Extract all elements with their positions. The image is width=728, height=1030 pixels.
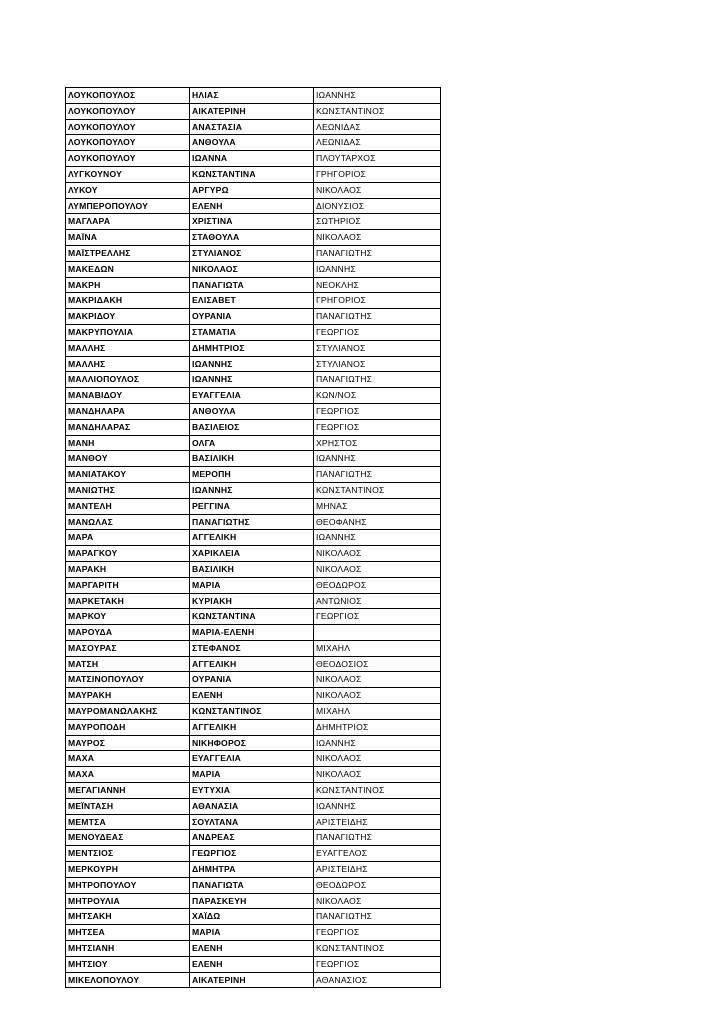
table-row [66, 198, 441, 214]
father-name-cell: ΝΙΚΟΛΑΟΣ [314, 561, 441, 577]
first-name-cell: ΑΓΓΕΛΙΚΗ [190, 719, 314, 735]
surname-cell: ΜΑΚΡΥΠΟΥΛΙΑ [66, 324, 190, 340]
surname-cell: ΛΟΥΚΟΠΟΥΛΟΥ [66, 135, 190, 151]
first-name-cell: ΓΕΩΡΓΙΟΣ [190, 846, 314, 862]
table-row [66, 830, 441, 846]
first-name-cell: ΚΩΝΣΤΑΝΤΙΝΑ [190, 166, 314, 182]
father-name-cell: ΧΡΗΣΤΟΣ [314, 435, 441, 451]
surname-cell: ΜΕΝΤΣΙΟΣ [66, 846, 190, 862]
first-name-cell: ΧΑΡΙΚΛΕΙΑ [190, 546, 314, 562]
first-name-cell: ΒΑΣΙΛΕΙΟΣ [190, 419, 314, 435]
surname-cell: ΜΑΪΝΑ [66, 230, 190, 246]
surname-cell: ΜΙΚΕΛΟΠΟΥΛΟΥ [66, 972, 190, 988]
father-name-cell: ΜΙΧΑΗΛ [314, 704, 441, 720]
names-table [65, 87, 441, 988]
father-name-cell: ΓΡΗΓΟΡΙΟΣ [314, 166, 441, 182]
surname-cell: ΜΕΓΑΓΙΑΝΝΗ [66, 783, 190, 799]
surname-cell: ΜΑΤΣΙΝΟΠΟΥΛΟΥ [66, 672, 190, 688]
table-row [66, 245, 441, 261]
first-name-cell: ΜΑΡΙΑ [190, 925, 314, 941]
surname-cell: ΜΑΚΡΙΔΑΚΗ [66, 293, 190, 309]
surname-cell: ΜΑΝΔΗΛΑΡΑ [66, 403, 190, 419]
first-name-cell: ΕΛΕΝΗ [190, 198, 314, 214]
surname-cell: ΜΑΓΛΑΡΑ [66, 214, 190, 230]
surname-cell: ΜΗΤΡΟΠΟΥΛΟΥ [66, 877, 190, 893]
surname-cell: ΜΑΛΛΙΟΠΟΥΛΟΣ [66, 372, 190, 388]
surname-cell: ΜΑΥΡΟΜΑΝΩΛΑΚΗΣ [66, 704, 190, 720]
table-row [66, 88, 441, 104]
table-row [66, 119, 441, 135]
father-name-cell: ΠΑΝΑΓΙΩΤΗΣ [314, 830, 441, 846]
surname-cell: ΛΥΚΟΥ [66, 182, 190, 198]
father-name-cell: ΓΕΩΡΓΙΟΣ [314, 609, 441, 625]
first-name-cell: ΙΩΑΝΝΗΣ [190, 356, 314, 372]
table-row [66, 735, 441, 751]
father-name-cell: ΑΡΙΣΤΕΙΔΗΣ [314, 862, 441, 878]
table-row [66, 451, 441, 467]
father-name-cell: ΘΕΟΔΩΡΟΣ [314, 877, 441, 893]
table-row [66, 103, 441, 119]
father-name-cell: ΚΩΝΣΤΑΝΤΙΝΟΣ [314, 482, 441, 498]
father-name-cell: ΚΩΝΣΤΑΝΤΙΝΟΣ [314, 941, 441, 957]
first-name-cell: ΧΡΙΣΤΙΝΑ [190, 214, 314, 230]
father-name-cell: ΚΩΝΣΤΑΝΤΙΝΟΣ [314, 783, 441, 799]
table-row [66, 135, 441, 151]
table-row [66, 751, 441, 767]
surname-cell: ΜΑΡΚΕΤΑΚΗ [66, 593, 190, 609]
surname-cell: ΜΑΡΟΥΔΑ [66, 625, 190, 641]
father-name-cell: ΠΑΝΑΓΙΩΤΗΣ [314, 309, 441, 325]
table-row [66, 941, 441, 957]
father-name-cell: ΣΤΥΛΙΑΝΟΣ [314, 356, 441, 372]
father-name-cell: ΝΙΚΟΛΑΟΣ [314, 751, 441, 767]
first-name-cell: ΕΛΕΝΗ [190, 941, 314, 957]
surname-cell: ΜΑΡΓΑΡΙΤΗ [66, 577, 190, 593]
table-row [66, 324, 441, 340]
table-row [66, 877, 441, 893]
first-name-cell: ΡΕΓΓΙΝΑ [190, 498, 314, 514]
surname-cell: ΜΑΡΑ [66, 530, 190, 546]
first-name-cell: ΑΙΚΑΤΕΡΙΝΗ [190, 103, 314, 119]
father-name-cell: ΓΕΩΡΓΙΟΣ [314, 419, 441, 435]
first-name-cell: ΠΑΝΑΓΙΩΤΗΣ [190, 514, 314, 530]
table-row [66, 783, 441, 799]
surname-cell: ΜΑΚΕΔΩΝ [66, 261, 190, 277]
table-row [66, 388, 441, 404]
first-name-cell: ΟΥΡΑΝΙΑ [190, 672, 314, 688]
first-name-cell: ΠΑΝΑΓΙΩΤΑ [190, 877, 314, 893]
first-name-cell: ΣΤΑΘΟΥΛΑ [190, 230, 314, 246]
first-name-cell: ΑΘΑΝΑΣΙΑ [190, 798, 314, 814]
first-name-cell: ΕΥΑΓΓΕΛΙΑ [190, 388, 314, 404]
father-name-cell: ΓΕΩΡΓΙΟΣ [314, 403, 441, 419]
surname-cell: ΜΗΤΣΕΑ [66, 925, 190, 941]
table-row [66, 356, 441, 372]
father-name-cell: ΑΘΑΝΑΣΙΟΣ [314, 972, 441, 988]
first-name-cell: ΒΑΣΙΛΙΚΗ [190, 451, 314, 467]
table-row [66, 577, 441, 593]
father-name-cell: ΓΡΗΓΟΡΙΟΣ [314, 293, 441, 309]
surname-cell: ΜΑΝΘΟΥ [66, 451, 190, 467]
table-row [66, 514, 441, 530]
father-name-cell: ΚΩΝ/ΝΟΣ [314, 388, 441, 404]
table-row [66, 846, 441, 862]
first-name-cell: ΑΝΔΡΕΑΣ [190, 830, 314, 846]
father-name-cell: ΠΛΟΥΤΑΡΧΟΣ [314, 151, 441, 167]
table-row [66, 656, 441, 672]
first-name-cell: ΚΥΡΙΑΚΗ [190, 593, 314, 609]
table-row [66, 972, 441, 988]
surname-cell: ΜΑΥΡΟΣ [66, 735, 190, 751]
father-name-cell: ΔΙΟΝΥΣΙΟΣ [314, 198, 441, 214]
table-row [66, 862, 441, 878]
table-row [66, 435, 441, 451]
table-row [66, 293, 441, 309]
table-row [66, 640, 441, 656]
surname-cell: ΜΗΤΡΟΥΛΙΑ [66, 893, 190, 909]
first-name-cell: ΑΓΓΕΛΙΚΗ [190, 656, 314, 672]
surname-cell: ΜΑΝΔΗΛΑΡΑΣ [66, 419, 190, 435]
first-name-cell: ΑΝΘΟΥΛΑ [190, 135, 314, 151]
first-name-cell: ΣΤΥΛΙΑΝΟΣ [190, 245, 314, 261]
surname-cell: ΜΑΡΚΟΥ [66, 609, 190, 625]
father-name-cell: ΘΕΟΔΟΣΙΟΣ [314, 656, 441, 672]
table-row [66, 277, 441, 293]
father-name-cell: ΙΩΑΝΝΗΣ [314, 798, 441, 814]
first-name-cell: ΠΑΝΑΓΙΩΤΑ [190, 277, 314, 293]
first-name-cell: ΑΡΓΥΡΩ [190, 182, 314, 198]
table-row [66, 704, 441, 720]
names-table-body [66, 88, 441, 988]
first-name-cell: ΙΩΑΝΝΗΣ [190, 372, 314, 388]
surname-cell: ΜΕΜΤΣΑ [66, 814, 190, 830]
father-name-cell: ΝΙΚΟΛΑΟΣ [314, 767, 441, 783]
first-name-cell: ΑΓΓΕΛΙΚΗ [190, 530, 314, 546]
father-name-cell: ΓΕΩΡΓΙΟΣ [314, 324, 441, 340]
father-name-cell: ΝΙΚΟΛΑΟΣ [314, 672, 441, 688]
table-row [66, 672, 441, 688]
surname-cell: ΜΑΝΤΕΛΗ [66, 498, 190, 514]
first-name-cell: ΝΙΚΗΦΟΡΟΣ [190, 735, 314, 751]
first-name-cell: ΗΛΙΑΣ [190, 88, 314, 104]
surname-cell: ΛΟΥΚΟΠΟΥΛΟΥ [66, 151, 190, 167]
father-name-cell: ΠΑΝΑΓΙΩΤΗΣ [314, 372, 441, 388]
first-name-cell: ΠΑΡΑΣΚΕΥΗ [190, 893, 314, 909]
first-name-cell: ΕΛΙΣΑΒΕΤ [190, 293, 314, 309]
table-row [66, 893, 441, 909]
surname-cell: ΜΑΡΑΚΗ [66, 561, 190, 577]
surname-cell: ΛΟΥΚΟΠΟΥΛΟΣ [66, 88, 190, 104]
surname-cell: ΛΥΓΚΟΥΝΟΥ [66, 166, 190, 182]
surname-cell: ΜΕΡΚΟΥΡΗ [66, 862, 190, 878]
table-row [66, 609, 441, 625]
first-name-cell: ΕΛΕΝΗ [190, 688, 314, 704]
table-row [66, 530, 441, 546]
father-name-cell: ΘΕΟΔΩΡΟΣ [314, 577, 441, 593]
father-name-cell: ΓΕΩΡΓΙΟΣ [314, 925, 441, 941]
table-row [66, 546, 441, 562]
father-name-cell: ΣΩΤΗΡΙΟΣ [314, 214, 441, 230]
surname-cell: ΜΑΤΣΗ [66, 656, 190, 672]
surname-cell: ΛΥΜΠΕΡΟΠΟΥΛΟΥ [66, 198, 190, 214]
first-name-cell: ΙΩΑΝΝΗΣ [190, 482, 314, 498]
first-name-cell: ΣΤΑΜΑΤΙΑ [190, 324, 314, 340]
surname-cell: ΜΑΧΑ [66, 767, 190, 783]
first-name-cell: ΝΙΚΟΛΑΟΣ [190, 261, 314, 277]
first-name-cell: ΜΕΡΟΠΗ [190, 467, 314, 483]
surname-cell: ΜΑΚΡΙΔΟΥ [66, 309, 190, 325]
father-name-cell: ΝΙΚΟΛΑΟΣ [314, 182, 441, 198]
surname-cell: ΛΟΥΚΟΠΟΥΛΟΥ [66, 119, 190, 135]
table-row [66, 214, 441, 230]
surname-cell: ΜΑΧΑ [66, 751, 190, 767]
table-row [66, 625, 441, 641]
table-row [66, 403, 441, 419]
table-row [66, 419, 441, 435]
table-row [66, 719, 441, 735]
first-name-cell: ΕΛΕΝΗ [190, 956, 314, 972]
father-name-cell: ΝΕΟΚΛΗΣ [314, 277, 441, 293]
first-name-cell: ΕΥΑΓΓΕΛΙΑ [190, 751, 314, 767]
surname-cell: ΜΑΝΙΑΤΑΚΟΥ [66, 467, 190, 483]
first-name-cell: ΙΩΑΝΝΑ [190, 151, 314, 167]
father-name-cell: ΜΗΝΑΣ [314, 498, 441, 514]
table-row [66, 498, 441, 514]
surname-cell: ΜΑΛΛΗΣ [66, 356, 190, 372]
first-name-cell: ΧΑΪΔΩ [190, 909, 314, 925]
first-name-cell: ΕΥΤΥΧΙΑ [190, 783, 314, 799]
surname-cell: ΜΕΝΟΥΔΕΑΣ [66, 830, 190, 846]
table-row [66, 561, 441, 577]
father-name-cell: ΝΙΚΟΛΑΟΣ [314, 893, 441, 909]
first-name-cell: ΣΤΕΦΑΝΟΣ [190, 640, 314, 656]
father-name-cell: ΔΗΜΗΤΡΙΟΣ [314, 719, 441, 735]
surname-cell: ΜΑΚΡΗ [66, 277, 190, 293]
father-name-cell: ΝΙΚΟΛΑΟΣ [314, 230, 441, 246]
father-name-cell: ΙΩΑΝΝΗΣ [314, 451, 441, 467]
father-name-cell: ΠΑΝΑΓΙΩΤΗΣ [314, 245, 441, 261]
table-row [66, 151, 441, 167]
table-row [66, 372, 441, 388]
table-row [66, 182, 441, 198]
father-name-cell: ΙΩΑΝΝΗΣ [314, 88, 441, 104]
table-row [66, 340, 441, 356]
father-name-cell: ΙΩΑΝΝΗΣ [314, 530, 441, 546]
father-name-cell: ΠΑΝΑΓΙΩΤΗΣ [314, 467, 441, 483]
father-name-cell: ΣΤΥΛΙΑΝΟΣ [314, 340, 441, 356]
first-name-cell: ΑΙΚΑΤΕΡΙΝΗ [190, 972, 314, 988]
surname-cell: ΜΑΝΑΒΙΔΟΥ [66, 388, 190, 404]
surname-cell: ΜΑΪΣΤΡΕΛΛΗΣ [66, 245, 190, 261]
first-name-cell: ΜΑΡΙΑ [190, 577, 314, 593]
first-name-cell: ΜΑΡΙΑ-ΕΛΕΝΗ [190, 625, 314, 641]
table-row [66, 767, 441, 783]
table-row [66, 230, 441, 246]
table-row [66, 166, 441, 182]
father-name-cell: ΛΕΩΝΙΔΑΣ [314, 135, 441, 151]
father-name-cell: ΝΙΚΟΛΑΟΣ [314, 546, 441, 562]
table-row [66, 593, 441, 609]
father-name-cell: ΚΩΝΣΤΑΝΤΙΝΟΣ [314, 103, 441, 119]
first-name-cell: ΚΩΝΣΤΑΝΤΙΝΟΣ [190, 704, 314, 720]
surname-cell: ΜΗΤΣΑΚΗ [66, 909, 190, 925]
table-row [66, 814, 441, 830]
father-name-cell: ΕΥΑΓΓΕΛΟΣ [314, 846, 441, 862]
table-row [66, 309, 441, 325]
table-row [66, 467, 441, 483]
father-name-cell: ΓΕΩΡΓΙΟΣ [314, 956, 441, 972]
father-name-cell: ΝΙΚΟΛΑΟΣ [314, 688, 441, 704]
table-row [66, 956, 441, 972]
surname-cell: ΜΑΝΩΛΑΣ [66, 514, 190, 530]
surname-cell: ΜΑΝΙΩΤΗΣ [66, 482, 190, 498]
surname-cell: ΜΑΣΟΥΡΑΣ [66, 640, 190, 656]
father-name-cell [314, 625, 441, 641]
first-name-cell: ΟΥΡΑΝΙΑ [190, 309, 314, 325]
first-name-cell: ΑΝΑΣΤΑΣΙΑ [190, 119, 314, 135]
first-name-cell: ΒΑΣΙΛΙΚΗ [190, 561, 314, 577]
table-row [66, 798, 441, 814]
table-row [66, 688, 441, 704]
first-name-cell: ΟΛΓΑ [190, 435, 314, 451]
table-row [66, 925, 441, 941]
surname-cell: ΜΑΥΡΑΚΗ [66, 688, 190, 704]
father-name-cell: ΑΝΤΩΝΙΟΣ [314, 593, 441, 609]
surname-cell: ΜΑΝΗ [66, 435, 190, 451]
father-name-cell: ΜΙΧΑΗΛ [314, 640, 441, 656]
first-name-cell: ΑΝΘΟΥΛΑ [190, 403, 314, 419]
father-name-cell: ΛΕΩΝΙΔΑΣ [314, 119, 441, 135]
first-name-cell: ΣΟΥΛΤΑΝΑ [190, 814, 314, 830]
surname-cell: ΛΟΥΚΟΠΟΥΛΟΥ [66, 103, 190, 119]
surname-cell: ΜΗΤΣΙΟΥ [66, 956, 190, 972]
father-name-cell: ΘΕΟΦΑΝΗΣ [314, 514, 441, 530]
first-name-cell: ΜΑΡΙΑ [190, 767, 314, 783]
table-row [66, 482, 441, 498]
surname-cell: ΜΗΤΣΙΑΝΗ [66, 941, 190, 957]
surname-cell: ΜΑΛΛΗΣ [66, 340, 190, 356]
surname-cell: ΜΕΪΝΤΑΣΗ [66, 798, 190, 814]
father-name-cell: ΠΑΝΑΓΙΩΤΗΣ [314, 909, 441, 925]
surname-cell: ΜΑΡΑΓΚΟΥ [66, 546, 190, 562]
surname-cell: ΜΑΥΡΟΠΟΔΗ [66, 719, 190, 735]
father-name-cell: ΑΡΙΣΤΕΙΔΗΣ [314, 814, 441, 830]
first-name-cell: ΚΩΝΣΤΑΝΤΙΝΑ [190, 609, 314, 625]
father-name-cell: ΙΩΑΝΝΗΣ [314, 735, 441, 751]
first-name-cell: ΔΗΜΗΤΡΑ [190, 862, 314, 878]
father-name-cell: ΙΩΑΝΝΗΣ [314, 261, 441, 277]
table-row [66, 909, 441, 925]
table-row [66, 261, 441, 277]
first-name-cell: ΔΗΜΗΤΡΙΟΣ [190, 340, 314, 356]
